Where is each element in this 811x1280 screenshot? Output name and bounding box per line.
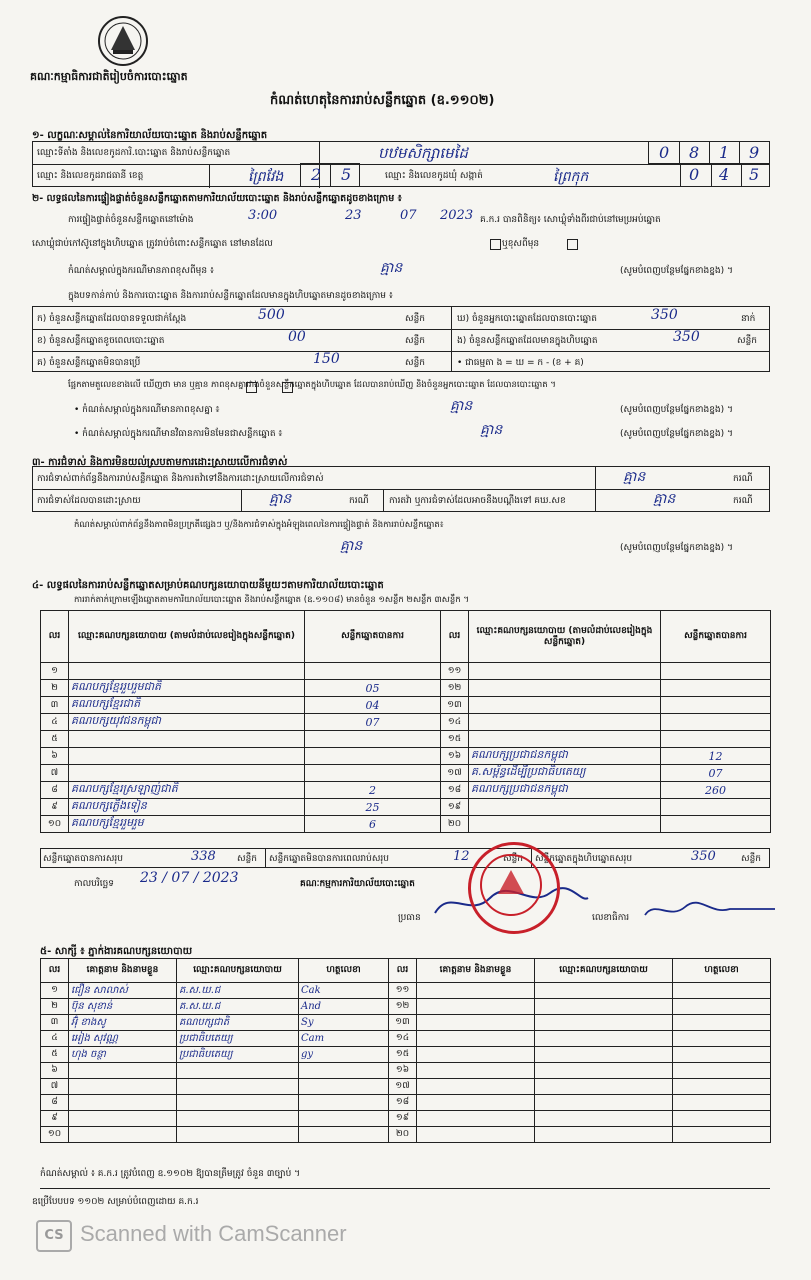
table-row [41,663,771,680]
table-row [41,748,771,765]
col-no-left: លរ [41,611,69,663]
vote-count [661,714,771,731]
witness-party [535,1079,673,1095]
row-number: ៧ [41,765,69,782]
committee-label: គណៈកម្មការការិយាល័យបោះឆ្នោត [300,879,415,889]
witness-col-sign-right: ហត្ថលេខា [673,959,771,983]
row-number: ១៧ [441,765,469,782]
party-name: គ.សម្ព័ន្ធដើម្បីប្រជាធិបតេយ្យ [469,765,661,782]
witness-name [417,1111,535,1127]
section3-title: ៣- ការជំទាស់ និងការមិនយល់ស្របតាមការដោះស្រាយលើការជំទាស់ [32,457,288,468]
vote-count [305,748,441,765]
checkbox-diff-yes[interactable] [246,382,257,393]
row-number: ១០ [41,816,69,833]
witness-signature [299,1111,389,1127]
irregularity-note-hint: (សូមបំពេញបន្ថែមផ្នែកខាងខ្នង) ។ [620,543,733,553]
party-name: គណបក្សខ្មែររួមរួម [69,816,305,833]
col-votes-right: សន្លឹកឆ្នោតបានការ [661,611,771,663]
witness-col-party-left: ឈ្មោះគណបក្សនយោបាយ [177,959,299,983]
vote-count [661,731,771,748]
row-number: ៣ [41,697,69,714]
commune-code-box: 0 4 5 [680,163,770,187]
table-row [41,697,771,714]
table-row [41,983,771,999]
party-name: គណបក្សភ្លើងទៀន [69,799,305,816]
note-hint: (សូមបំពេញបន្ថែមផ្នែកខាងខ្នង) ។ [620,266,733,276]
vote-count [305,765,441,782]
table-row [41,816,771,833]
camscanner-watermark: Scanned with CamScanner [80,1221,347,1246]
vote-count [661,663,771,680]
witness-name [417,1095,535,1111]
note3-label: • កំណត់សម្គាល់ក្នុងករណីមានវិធានការមិនមែនជាសន្លឹកឆ្នោត ៖ [74,429,283,439]
witness-name: ជឿន សាលាស់ [69,983,177,999]
witness-name: ហុង ចន្ថា [69,1047,177,1063]
commune-value: ព្រៃកុក [553,169,589,185]
row-number: ៨ [41,1095,69,1111]
secretary-signature [640,895,780,929]
witness-party [535,983,673,999]
objection-row2b-value: គ្មាន [653,491,676,507]
col-party-right: ឈ្មោះគណបក្សនយោបាយ (តាមលំដាប់លេខរៀងក្នុងសន្លឹកឆ្នោត) [469,611,661,663]
note2-value: គ្មាន [450,398,473,414]
counts-box: ក) ចំនួនសន្លឹកឆ្នោតដែលបានទទួលជាក់ស្តែង 500 សន្លឹក ខ) ចំនួនសន្លឹកឆ្នោតខូចពេលបោះឆ្នោត 00 សន្លឹក គ) ចំនួនសន្លឹកឆ្នោតមិនបានប្រើ 150 សន្លឹក ឃ) ចំនួនអ្នកបោះឆ្នោតដែលបានបោះឆ្នោត 350 នាក់ ង) ចំនួនសន្លឹកឆ្នោតដែលមានក្នុងហិបឆ្នោត 350 សន្លឹក • ជាធម្មតា ង = ឃ = ក - (ខ + គ) [32,306,770,372]
party-name [469,816,661,833]
witness-col-name-left: គោត្តនាម និងនាមខ្លួន [69,959,177,983]
verify-day: 23 [345,208,362,223]
table-row [41,1127,771,1143]
checkbox-have[interactable] [490,239,501,250]
objection-row1-label: ការជំទាស់ពាក់ព័ន្ធនឹងការរាប់សន្លឹកឆ្នោត និងការតវ៉ាទៅនឹងការដោះស្រាយលើការជំទាស់ [37,474,324,484]
stat-d-value: 350 [651,307,678,323]
witness-name [69,1079,177,1095]
vote-count [661,799,771,816]
party-name: គណបក្សប្រជាជនកម្ពុជា [469,782,661,799]
table-row [41,1063,771,1079]
difference-line: ផ្អែកតាមតួលេខខាងលើ ឃើញថា មាន ឬគ្មាន ភាពខុសគ្នារវាងចំនួនសន្លឹកឆ្នោតក្នុងហិបឆ្នោត ដែលបានរាប់ឃើញ និងចំនួនអ្នកបោះឆ្នោត ដែលបានបោះឆ្នោត ។ [68,380,556,390]
witness-signature: Sy [299,1015,389,1031]
witness-party: ប្រជាធិបតេយ្យ [177,1047,299,1063]
checkbox-diff-no[interactable] [282,382,293,393]
form-title: កំណត់ហេតុនៃការរាប់សន្លឹកឆ្នោត (ឧ.១១០២) [270,93,495,108]
table-row [41,1015,771,1031]
table-row [41,999,771,1015]
totals-row: សន្លឹកឆ្នោតបានការសរុប 338 សន្លឹក សន្លឹកឆ្នោតមិនបានការពេលរាប់សរុប 12 សន្លឹក សន្លឹកឆ្នោតក្នុងហិបឆ្នោតសរុប 350 សន្លឹក [40,848,770,868]
witness-name [69,1111,177,1127]
row-number: ៤ [41,1031,69,1047]
witness-party [535,1015,673,1031]
witness-party [535,1095,673,1111]
table-row [41,1031,771,1047]
witness-signature [673,1111,771,1127]
row-number: ៨ [41,782,69,799]
witness-col-party-right: ឈ្មោះគណបក្សនយោបាយ [535,959,673,983]
party-name [469,714,661,731]
witness-name [69,1095,177,1111]
witness-name [417,983,535,999]
witness-signature [299,1063,389,1079]
row-number: ៥ [41,731,69,748]
witness-party [535,999,673,1015]
emblem-logo [93,14,153,68]
row-number: ២០ [441,816,469,833]
witness-name: ប៊ុន សុខាន់ [69,999,177,1015]
witness-party [535,1031,673,1047]
objection-row2b-label: ការតវ៉ា ឬការជំទាស់ដែលអាចនឹងបណ្តឹងទៅ គឃ.សខ [389,496,566,506]
irregularity-note-value: គ្មាន [340,538,363,554]
witness-party [535,1127,673,1143]
counts-lead: ក្នុងបទកាន់កាប់ និងការបោះឆ្នោត និងការរាប់សន្លឹកឆ្នោតដែលមានក្នុងហិបឆ្នោតមានដូចខាងក្រោម ៖ [68,291,393,301]
party-name [69,731,305,748]
note2-hint: (សូមបំពេញបន្ថែមផ្នែកខាងខ្នង) ។ [620,405,733,415]
stat-e-value: 350 [673,329,700,345]
witness-party: គ.ស.ឃ.ជ [177,999,299,1015]
witness-name [69,1127,177,1143]
secretary-label: លេខាធិការ [592,913,630,923]
checkbox-changed[interactable] [567,239,578,250]
row-number: ២ [41,680,69,697]
official-stamp [468,842,560,934]
verify-year: 2023 [440,208,474,223]
invalid-total-value: 12 [453,849,470,864]
section4-lead: ការរាក់តាក់ក្រោមឡើងឆ្នោតតាមការិយាល័យបោះឆ្នោត និងរាប់សន្លឹកឆ្នោត (ឧ.១១០៨) មានចំនួន ១សន្លឹក ២សន្លឹក ៣សន្លឹក ។ [74,595,469,605]
row-number: ៦ [41,1063,69,1079]
witness-signature [673,1079,771,1095]
vote-count: 07 [661,765,771,782]
camscanner-logo: CS [36,1220,72,1252]
witness-name [417,1047,535,1063]
org-name: គណៈកម្មាធិការជាតិរៀបចំការបោះឆ្នោត [30,70,188,83]
verify-time: 3:00 [248,208,278,223]
valid-total-label: សន្លឹកឆ្នោតបានការសរុប [43,854,123,864]
table-row [41,1095,771,1111]
verify-line-end: គ.ក.រ បានពិនិត្យ៖ សោឃ្លុំទាំងពីរជាប់នៅមេប្រអប់ឆ្នោត [480,215,661,225]
witness-party: គ.ស.ឃ.ជ [177,983,299,999]
row-number: ២០ [389,1127,417,1143]
witness-col-sign-left: ហត្ថលេខា [299,959,389,983]
row-number: ១៦ [441,748,469,765]
row-number: ១៥ [389,1047,417,1063]
witness-col-no-left: លរ [41,959,69,983]
row-number: ៤ [41,714,69,731]
party-name [469,697,661,714]
party-name [69,748,305,765]
location-label: ឈ្មោះទីតាំង និងលេខកូដការិ.បោះឆ្នោត និងរាប់សន្លឹកឆ្នោត [37,148,231,158]
vote-count: 6 [305,816,441,833]
party-name [469,799,661,816]
row-number: ២ [41,999,69,1015]
witness-name: អៀង សុវណ្ណ [69,1031,177,1047]
witness-signature: gy [299,1047,389,1063]
witness-note: កំណត់សម្គាល់ ៖ គ.ក.រ ត្រូវបំពេញ ឧ.១១០២ ឱ្យបានត្រឹមត្រូវ ចំនួន ៣ច្បាប់ ។ [40,1169,301,1179]
note3-value: គ្មាន [480,422,503,438]
witness-signature [299,1079,389,1095]
row-number: ១២ [441,680,469,697]
objection-row1-value: គ្មាន [623,469,646,485]
witness-signature [673,1015,771,1031]
table-row [41,714,771,731]
col-party-left: ឈ្មោះគណបក្សនយោបាយ (តាមលំដាប់លេខរៀងក្នុងសន្លឹកឆ្នោត) [69,611,305,663]
section2-title: ២- លទ្ធផលនៃការផ្ទៀងផ្ទាត់ចំនួនសន្លឹកឆ្នោតតាមការិយាល័យបោះឆ្នោត និងរាប់សន្លឹកឆ្នោតដូចខាងក្រោម ៖ [32,193,402,204]
vote-count [661,697,771,714]
witness-name [417,1063,535,1079]
table-row [41,680,771,697]
party-name: គណបក្សខ្មែរជាតិ [69,697,305,714]
witness-name [417,1079,535,1095]
date-label: កាលបរិច្ឆេទ [74,879,114,889]
row-number: ១៦ [389,1063,417,1079]
witness-col-no-right: លរ [389,959,417,983]
row-number: ១៥ [441,731,469,748]
vote-count [661,680,771,697]
witness-signature [299,1095,389,1111]
row-number: ៣ [41,1015,69,1031]
irregularity-note-label: កំណត់សម្គាល់ពាក់ព័ន្ធនឹងភាពមិនប្រក្រតីផ្សេងៗ ឬ/និងការជំទាស់ក្នុងអំឡុងពេលនៃការផ្ទៀងផ្ទាត់ និងការរាប់សន្លឹកឆ្នោត៖ [74,520,444,530]
witness-party [535,1111,673,1127]
stat-d-label: ឃ) ចំនួនអ្នកបោះឆ្នោតដែលបានបោះឆ្នោត [457,314,597,324]
witness-name [417,1031,535,1047]
witness-name [417,999,535,1015]
row-number: ៩ [41,799,69,816]
vote-count: 260 [661,782,771,799]
party-name [469,663,661,680]
stat-e-label: ង) ចំនួនសន្លឹកឆ្នោតដែលមានក្នុងហិបឆ្នោត [457,336,598,346]
row-number: ១២ [389,999,417,1015]
witness-signature [673,1095,771,1111]
table-row [41,1079,771,1095]
section5-title: ៥- សាក្សី ៖ ភ្នាក់ងារគណបក្សនយោបាយ [40,946,193,957]
row-number: ១៧ [389,1079,417,1095]
vote-count [305,731,441,748]
objection-row2-label: ការជំទាស់ដែលបានដោះស្រាយ [37,496,141,506]
party-name [469,680,661,697]
location-code-box: 0 8 1 9 [648,141,770,164]
party-name: គណបក្សយុវជនកម្ពុជា [69,714,305,731]
witness-party [535,1047,673,1063]
row-number: ១៤ [389,1031,417,1047]
section1-title: ១- លក្ខណៈសម្គាល់នៃការិយាល័យបោះឆ្នោត និងរាប់សន្លឹកឆ្នោត [32,130,268,141]
vote-count [661,816,771,833]
note3-hint: (សូមបំពេញបន្ថែមផ្នែកខាងខ្នង) ។ [620,429,733,439]
note-label: កំណត់សម្គាល់ក្នុងករណីមានភាពខុសពីមុន ៖ [68,266,214,276]
vote-count: 04 [305,697,441,714]
results-table [40,610,771,833]
stat-b-value: 00 [288,329,306,345]
province-code-box: 2 5 [300,163,360,187]
party-name: គណបក្សប្រជាជនកម្ពុជា [469,748,661,765]
witness-table [40,958,771,1143]
witness-signature [673,1063,771,1079]
chair-label: ប្រធាន [398,913,421,923]
row-number: ៩ [41,1111,69,1127]
stat-c-label: គ) ចំនួនសន្លឹកឆ្នោតមិនបានប្រើ [37,358,141,368]
witness-signature [673,1127,771,1143]
location-value: បឋមសិក្សាមេដៃ [378,144,468,162]
checkbox-label-changed: ឬខុសពីមុន [502,239,540,249]
witness-name [417,1127,535,1143]
row-number: ១៩ [389,1111,417,1127]
party-name [69,663,305,680]
row-number: ១១ [389,983,417,999]
stat-a-value: 500 [258,307,285,323]
vote-count: 07 [305,714,441,731]
witness-signature: Cak [299,983,389,999]
witness-party [535,1063,673,1079]
verify-line-label: ការផ្ទៀងផ្ទាត់ចំនួនសន្លឹកឆ្នោតនៅម៉ោង [68,215,194,225]
box-total-label: សន្លឹកឆ្នោតក្នុងហិបឆ្នោតសរុប [535,854,633,864]
section4-title: ៤- លទ្ធផលនៃការរាប់សន្លឹកឆ្នោតសម្រាប់គណបក្សនយោបាយនីមួយៗតាមការិយាល័យបោះឆ្នោត [32,580,384,591]
witness-party: ប្រជាធិបតេយ្យ [177,1031,299,1047]
box-total-value: 350 [691,849,716,864]
witness-party: គណបក្សជាតិ [177,1015,299,1031]
date-value: 23 / 07 / 2023 [140,870,239,886]
row-number: ១៣ [389,1015,417,1031]
stat-a-label: ក) ចំនួនសន្លឹកឆ្នោតដែលបានទទួលជាក់ស្តែង [37,314,187,324]
stat-formula: • ជាធម្មតា ង = ឃ = ក - (ខ + គ) [457,358,584,368]
witness-signature [673,1031,771,1047]
vote-count: 05 [305,680,441,697]
table-row [41,765,771,782]
verify-month: 07 [400,208,417,223]
row-number: ១៨ [441,782,469,799]
row-number: ១៤ [441,714,469,731]
witness-signature: Cam [299,1031,389,1047]
table-row [41,782,771,799]
stat-c-value: 150 [313,351,340,367]
col-votes-left: សន្លឹកឆ្នោតបានការ [305,611,441,663]
row-number: ៦ [41,748,69,765]
row-number: ៧ [41,1079,69,1095]
objection-row2-value: គ្មាន [269,491,292,507]
commune-label: ឈ្មោះ និងលេខកូដឃុំ សង្កាត់ [385,171,483,181]
objections-box: ការជំទាស់ពាក់ព័ន្ធនឹងការរាប់សន្លឹកឆ្នោត និងការតវ៉ាទៅនឹងការដោះស្រាយលើការជំទាស់ គ្មាន ករណី ការជំទាស់ដែលបានដោះស្រាយ គ្មាន ករណី ការតវ៉ា ឬការជំទាស់ដែលអាចនឹងបណ្តឹងទៅ គឃ.សខ គ្មាន ករណី [32,466,770,512]
note-value: គ្មាន [380,260,403,276]
witness-signature: And [299,999,389,1015]
vote-count: 25 [305,799,441,816]
witness-party [177,1063,299,1079]
witness-signature [299,1127,389,1143]
stat-b-label: ខ) ចំនួនសន្លឹកឆ្នោតខូចពេលបោះឆ្នោត [37,336,165,346]
party-name [69,765,305,782]
valid-total-value: 338 [191,849,216,864]
table-row [41,731,771,748]
note2-label: • កំណត់សម្គាល់ក្នុងករណីមានភាពខុសគ្នា ៖ [74,405,220,415]
table-row [41,799,771,816]
witness-signature [673,983,771,999]
vote-count [305,663,441,680]
witness-signature [673,1047,771,1063]
row-number: ១ [41,663,69,680]
row-number: ៥ [41,1047,69,1063]
row-number: ១៣ [441,697,469,714]
witness-name [69,1063,177,1079]
party-name: គណបក្សខ្មែរស្រឡាញ់ជាតិ [69,782,305,799]
table-row [41,1111,771,1127]
row-number: ១៩ [441,799,469,816]
row-number: ១៨ [389,1095,417,1111]
col-no-right: លរ [441,611,469,663]
witness-name [417,1015,535,1031]
verify-line2: សោឃ្លុំជាប់កៅស៊ូនៅក្នុងហិបឆ្នោត ត្រូវរាប់ចំពោះសន្លឹកឆ្នោត នៅមានដែល [32,239,273,249]
witness-party [177,1111,299,1127]
witness-name: អ៊ុំ ខាងសូ [69,1015,177,1031]
invalid-total-label: សន្លឹកឆ្នោតមិនបានការពេលរាប់សរុប [269,854,389,864]
table-row [41,1047,771,1063]
vote-count: 12 [661,748,771,765]
witness-col-name-right: គោត្តនាម និងនាមខ្លួន [417,959,535,983]
witness-party [177,1079,299,1095]
witness-party [177,1095,299,1111]
vote-count: 2 [305,782,441,799]
party-name: គណបក្សខ្មែររួបរួមជាតិ [69,680,305,697]
party-name [469,731,661,748]
witness-party [177,1127,299,1143]
province-label: ឈ្មោះ និងលេខកូដរាជធានី ខេត្ត [37,171,144,181]
witness-signature [673,999,771,1015]
row-number: ១ [41,983,69,999]
row-number: ១០ [41,1127,69,1143]
row-number: ១១ [441,663,469,680]
form-usage-note: ឧប្រើបែបបទ ១១០២ សម្រាប់បំពេញដោយ គ.ក.រ [32,1197,199,1207]
province-value: ព្រៃវែង [248,169,284,185]
